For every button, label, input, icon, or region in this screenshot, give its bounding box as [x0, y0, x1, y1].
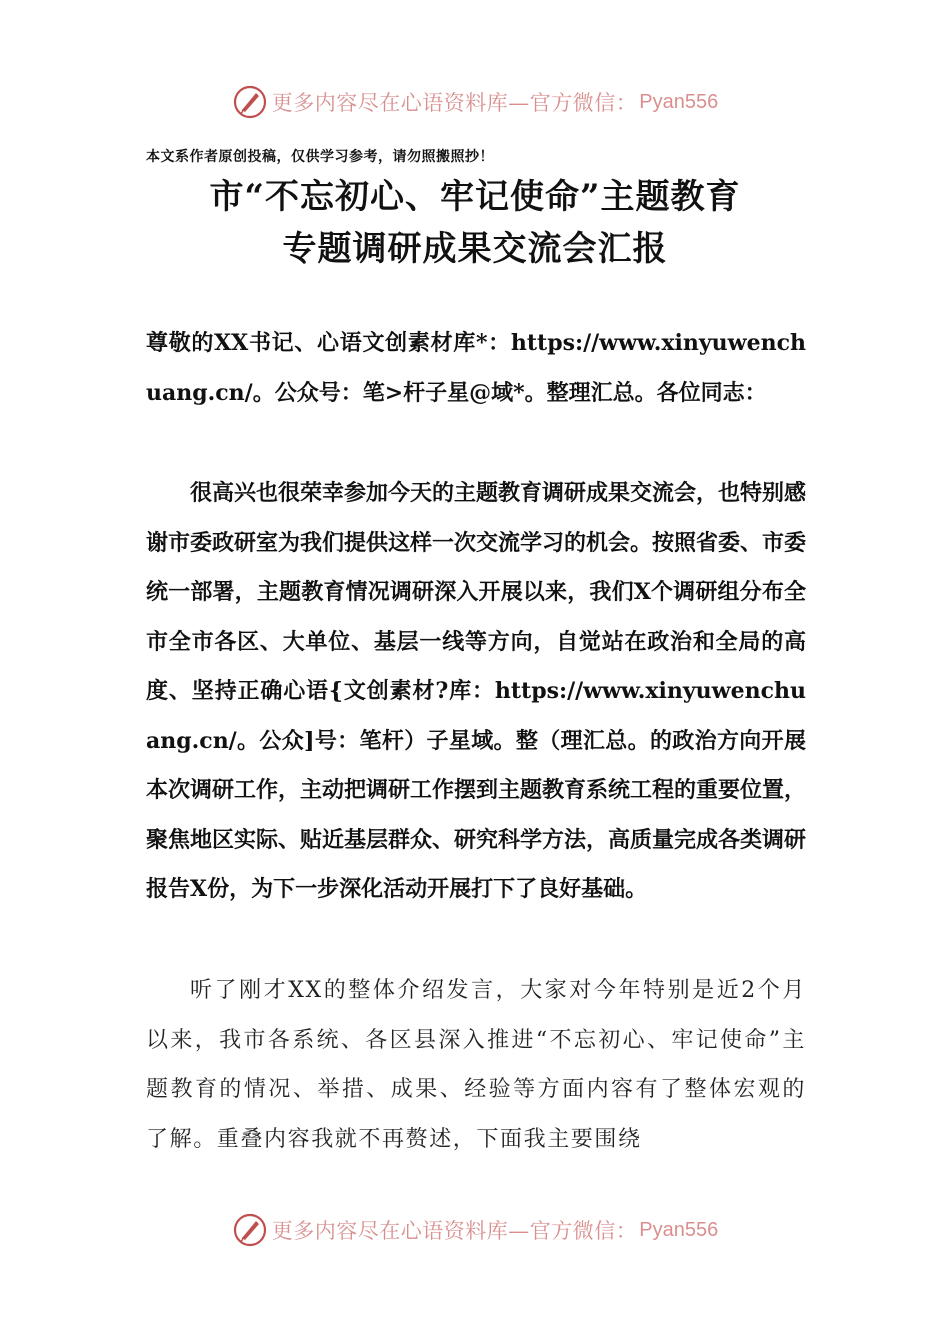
body-paragraph-1: 很高兴也很荣幸参加今天的主题教育调研成果交流会，也特别感谢市委政研室为我们提供这样一次交流学习的机会。按照省委、市委统一部署，主题教育情况调研深入开展以来，我们X个调研组分布全市全市各区、大单位、基层一线等方向，自觉站在政治和全局的高度、坚持正确心语{文创素材?库：https://www.xinyuwenchuang.cn/。公众]号：笔杆）子星域。整（理汇总。的政治方向开展本次调研工作，主动把调研工作摆到主题教育系统工程的重要位置，聚焦地区实际、贴近基层群众、研究科学方法，高质量完成各类调研报告X份，为下一步深化活动开展打下了良好基础。: [146, 480, 807, 902]
doc-title-line1: 市“不忘初心、牢记使命”主题教育: [209, 177, 741, 217]
banner-text: 更多内容尽在心语资料库—官方微信：: [271, 91, 638, 115]
doc-title-line2: 专题调研成果交流会汇报: [282, 229, 668, 269]
pen-circle-logo-icon: [232, 84, 268, 120]
banner-wechat-id: Pyan556: [639, 90, 719, 113]
copyright-notice: 本文系作者原创投稿，仅供学习参考，请勿照搬照抄！: [146, 149, 494, 165]
greeting-paragraph: 尊敬的XX书记、心语文创素材库*：https://www.xinyuwenchuang.cn/。公众号：笔>杆子星@域*。整理汇总。各位同志：: [146, 330, 806, 406]
body-paragraph-2: 听了刚才XX的整体介绍发言，大家对今年特别是近2个月以来，我市各系统、各区县深入推进“不忘初心、牢记使命”主题教育的情况、举措、成果、经验等方面内容有了整体宏观的了解。重叠内容我就不再赘述，下面我主要围绕: [146, 978, 806, 1152]
footer-banner: [0, 1208, 950, 1252]
banner-text: 更多内容尽在心语资料库—官方微信：: [271, 1219, 638, 1243]
banner-wechat-id: Pyan556: [639, 1218, 719, 1241]
pen-circle-logo-icon: [232, 1212, 268, 1248]
header-banner: [0, 80, 950, 124]
